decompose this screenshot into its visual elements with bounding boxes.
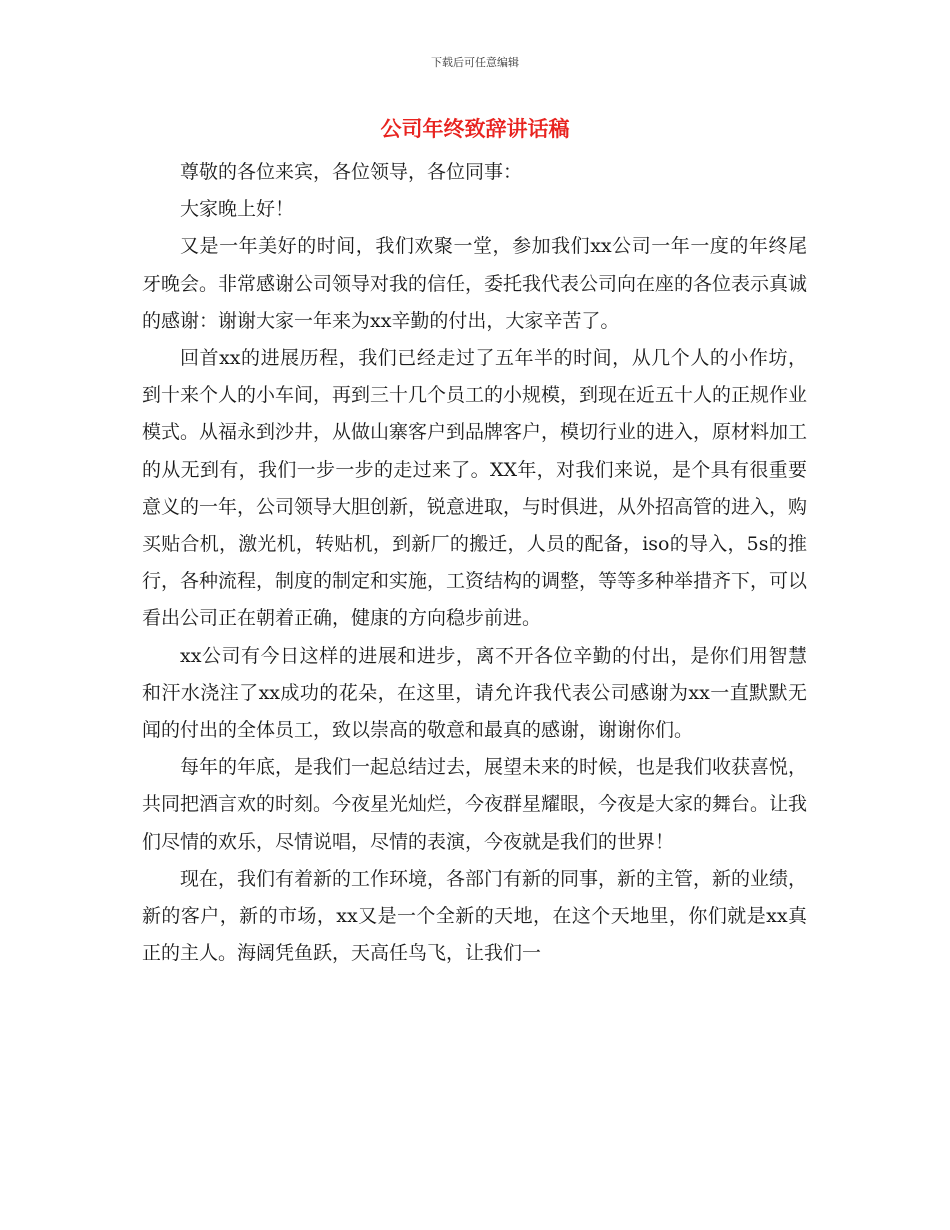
document-body <box>142 154 807 972</box>
document-title: 公司年终致辞讲话稿 <box>380 117 570 141</box>
body-paragraph: 回首xx的进展历程，我们已经走过了五年半的时间，从几个人的小作坊，到十来个人的小车间，再到三十几个员工的小规模，到现在近五十人的正规作业模式。从福永到沙井，从做山寨客户到品牌客户，模切行业的进入，原材料加工的从无到有，我们一步一步的走过来了。XX年，对我们来说，是个具有很重要意义的一年，公司领导大胆创新，锐意进取，与时俱进，从外招高管的进入，购买贴合机，激光机，转贴机，到新厂的搬迁，人员的配备，iso的导入，5s的推行，各种流程，制度的制定和实施，工资结构的调整，等等多种举措齐下，可以看出公司正在朝着正确，健康的方向稳步前进。 <box>142 347 808 630</box>
body-paragraph: xx公司有今日这样的进展和进步，离不开各位辛勤的付出，是你们用智慧和汗水浇注了xx成功的花朵，在这里，请允许我代表公司感谢为xx一直默默无闻的付出的全体员工，致以崇高的敬意和最真的感谢，谢谢你们。 <box>142 644 807 742</box>
body-paragraph: 现在，我们有着新的工作环境，各部门有新的同事，新的主管，新的业绩，新的客户，新的市场，xx又是一个全新的天地，在这个天地里，你们就是xx真正的主人。海阔凭鱼跃，天高任鸟飞，让我们一 <box>142 867 808 965</box>
greeting-paragraph: 大家晚上好！ <box>180 198 295 221</box>
body-paragraph: 又是一年美好的时间，我们欢聚一堂，参加我们xx公司一年一度的年终尾牙晚会。非常感谢公司领导对我的信任，委托我代表公司向在座的各位表示真诚的感谢：谢谢大家一年来为xx辛勤的付出，大家辛苦了。 <box>142 235 808 332</box>
salutation-paragraph: 尊敬的各位来宾，各位领导，各位同事： <box>180 161 523 183</box>
header-note: 下载后可任意编辑 <box>431 56 519 69</box>
body-paragraph: 每年的年底，是我们一起总结过去，展望未来的时候，也是我们收获喜悦，共同把酒言欢的时刻。今夜星光灿烂，今夜群星耀眼，今夜是大家的舞台。让我们尽情的欢乐，尽情说唱，尽情的表演，今夜就是我们的世界！ <box>142 756 808 853</box>
